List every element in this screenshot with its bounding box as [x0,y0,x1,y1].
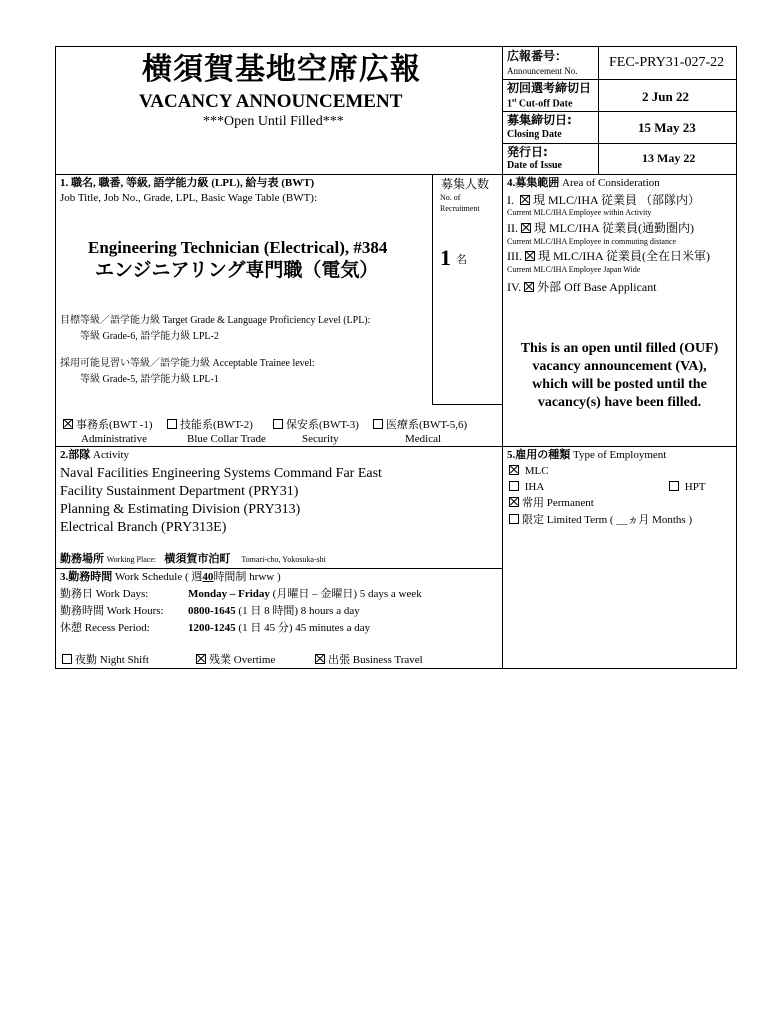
cutoff-label-jp: 初回選考締切日 [507,81,592,95]
bwt-administrative-sub: Administrative [81,433,147,445]
consideration-i-sub: Current MLC/IHA Employee within Activity [507,208,652,217]
consideration-iii[interactable]: III. 現 MLC/IHA 従業員(全在日米軍) [507,249,710,263]
bwt-medical-sub: Medical [405,433,442,445]
consideration-i-checkbox[interactable] [520,195,530,205]
bwt-administrative-checkbox[interactable] [63,419,73,429]
border-left [55,46,56,669]
consideration-iii-checkbox[interactable] [525,251,535,261]
closing-label-en: Closing Date [507,129,562,140]
announcement-no-label-en: Announcement No. [507,66,578,76]
issue-label-en: Date of Issue [507,160,562,171]
issue-value: 13 May 22 [642,151,696,165]
employment-mlc-checkbox[interactable] [509,465,519,475]
announcement-no-value: FEC-PRY31-027-22 [609,55,725,70]
recess-value: 1200-1245 (1 日 45 分) 45 minutes a day [188,622,371,634]
bwt-blue-collar-checkbox[interactable] [167,419,177,429]
bwt-medical-checkbox[interactable] [373,419,383,429]
bwt-security-checkbox[interactable] [273,419,283,429]
recruit-unit: 名 [456,253,467,266]
divider-info-3 [502,143,737,144]
bwt-security-sub: Security [302,433,339,445]
overtime[interactable]: 残業 Overtime [196,654,275,666]
recruit-label-jp: 募集人数 [441,177,490,191]
closing-label-jp: 募集締切日: [507,113,572,127]
business-travel[interactable]: 出張 Business Travel [315,654,423,666]
section4-heading: 4.募集範囲 Area of Consideration [507,177,660,189]
activity-lines: Naval Facilities Engineering Systems Command Far East Facility Sustainment Department (PRY31) Planning & Estimating Division (PRY313) Electrical Branch (PRY313E) [60,466,382,535]
employment-permanent-checkbox[interactable] [509,497,519,507]
work-hours-label: 勤務時間 Work Hours: [60,605,164,617]
overtime-checkbox[interactable] [196,654,206,664]
cutoff-label-en: 1st Cut-off Date [507,98,573,110]
employment-iha-checkbox[interactable] [509,481,519,491]
trainee-level-label: 採用可能見習い等級／語学能力級 Acceptable Trainee level: [60,358,315,369]
recruit-label-en2: Recruitment [440,204,480,213]
title-jp: 横須賀基地空席広報 [142,52,421,87]
divider-recruit-bottom [432,404,503,405]
consideration-ii[interactable]: II. 現 MLC/IHA 従業員(通勤圏内) [507,221,694,235]
consideration-i[interactable]: I. 現 MLC/IHA 従業員 （部隊内） [507,193,701,207]
job-title-jp: エンジニアリング専門職（電気） [95,259,379,281]
section3-heading: 3.勤務時間 Work Schedule ( 週40時間制 hrww ) [60,571,281,583]
work-days-value: Monday – Friday (月曜日 – 金曜日) 5 days a week [188,588,422,600]
closing-value: 15 May 23 [638,120,696,135]
bwt-blue-collar-sub: Blue Collar Trade [187,433,266,445]
target-grade-value: 等級 Grade-6, 語学能力級 LPL-2 [80,331,219,342]
work-days-label: 勤務日 Work Days: [60,588,149,600]
employment-hpt-checkbox[interactable] [669,481,679,491]
section2-heading: 2.部隊 Activity [60,449,130,461]
recruit-label-en1: No. of [440,193,461,202]
schedule-hours: 40 [202,571,214,583]
bwt-blue-collar[interactable]: 技能系(BWT-2) [167,419,253,431]
section5-heading: 5.雇用の種類 Type of Employment [507,449,667,461]
consideration-iv[interactable]: IV. 外部 Off Base Applicant [507,280,657,294]
title-en: VACANCY ANNOUNCEMENT [139,91,403,112]
divider-header [55,174,737,175]
border-top [55,46,737,47]
recruit-number: 1 [440,245,451,270]
recess-label: 休憩 Recess Period: [60,622,150,634]
cutoff-value: 2 Jun 22 [642,89,689,104]
section1-sub: Job Title, Job No., Grade, LPL, Basic Wage Table (BWT): [60,192,318,204]
open-until-filled: ***Open Until Filled*** [203,114,344,129]
border-bottom [55,668,737,669]
ouf-notice: This is an open until filled (OUF) vacancy announcement (VA), which will be posted until the vacancy(s) have been filled. [520,341,719,410]
consideration-ii-checkbox[interactable] [521,223,531,233]
consideration-iv-checkbox[interactable] [524,282,534,292]
divider-section3 [55,568,503,569]
divider-recruit [432,174,433,405]
job-title-en: Engineering Technician (Electrical), #384 [88,238,388,257]
divider-info-1 [502,79,737,80]
employment-mlc[interactable]: MLC [509,465,549,477]
employment-limited-checkbox[interactable] [509,514,519,524]
issue-label-jp: 発行日: [507,145,548,159]
work-hours-value: 0800-1645 (1 日 8 時間) 8 hours a day [188,605,360,617]
night-shift-checkbox[interactable] [62,654,72,664]
consideration-iii-sub: Current MLC/IHA Employee Japan Wide [507,265,641,274]
section1-heading: 1. 職名, 職番, 等級, 語学能力級 (LPL), 給与表 (BWT) [60,177,315,189]
divider-info-2 [502,111,737,112]
business-travel-checkbox[interactable] [315,654,325,664]
divider-section2 [55,446,737,447]
announcement-no-label-jp: 広報番号： [507,49,568,63]
employment-limited[interactable]: 限定 Limited Term ( __ヵ月 Months ) [509,514,692,526]
employment-permanent[interactable]: 常用 Permanent [509,497,594,509]
bwt-medical[interactable]: 医療系(BWT-5,6) [373,419,467,431]
employment-iha[interactable]: IHA [509,481,544,493]
bwt-administrative[interactable]: 事務系(BWT -1) [63,419,152,431]
consideration-ii-sub: Current MLC/IHA Employee in commuting distance [507,237,677,246]
working-place: 勤務場所 Working Place: 横須賀市泊町 Tomari-cho, Yokosuka-shi [60,553,326,565]
target-grade-label: 目標等級／語学能力級 Target Grade & Language Proficiency Level (LPL): [60,315,371,326]
bwt-security[interactable]: 保安系(BWT-3) [273,419,359,431]
trainee-level-value: 等級 Grade-5, 語学能力級 LPL-1 [80,374,219,385]
employment-hpt[interactable]: HPT [669,481,706,493]
night-shift[interactable]: 夜勤 Night Shift [62,654,149,666]
